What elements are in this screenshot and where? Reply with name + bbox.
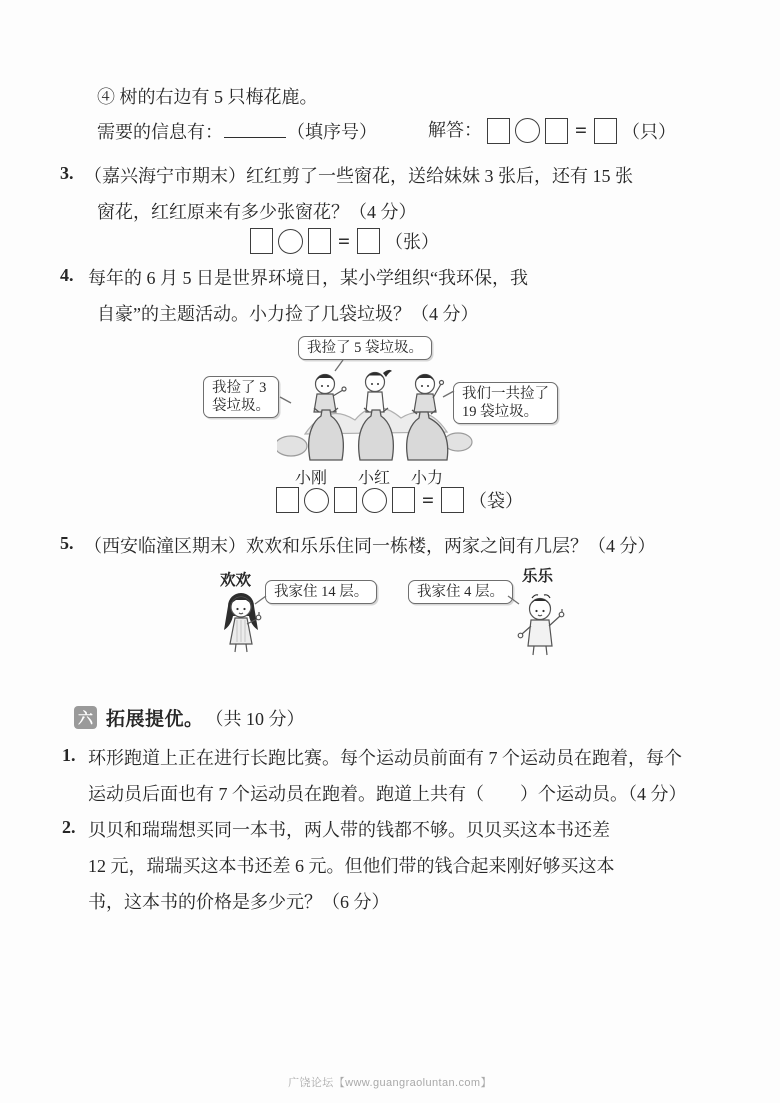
info-required-prefix: 需要的信息有： — [97, 122, 223, 142]
answer-equation-deer — [428, 117, 676, 144]
subquestion-4-line — [97, 84, 318, 111]
question-5-line1: （西安临潼区期末）欢欢和乐乐住同一栋楼，两家之间有几层？（4 分） — [84, 536, 656, 556]
kid-xiaogang — [314, 375, 346, 413]
section-6-score: （共 10 分） — [205, 708, 305, 729]
speech-bubble-xiaoli: 我们一共捡了 19 袋垃圾。 — [453, 382, 558, 424]
question-4-number: 4. — [60, 265, 74, 285]
info-required-line — [97, 119, 377, 146]
bubble-tail — [255, 594, 267, 606]
footer-watermark: 广饶论坛【www.guangraoluntan.com】 — [288, 1077, 492, 1089]
unit-label: （张） — [384, 232, 439, 252]
kids-with-bags-drawing — [277, 360, 473, 464]
fill-in-blank[interactable] — [224, 121, 286, 138]
speech-bubble-huanhuan: 我家住 14 层。 — [265, 580, 377, 604]
s6-question-2-line3: 书，这本书的价格是多少元？（6 分） — [88, 892, 390, 912]
kid-xiaohong — [366, 370, 393, 412]
kid-name-xiaoli: 小力 — [411, 470, 444, 487]
question-5-number: 5. — [60, 533, 74, 553]
s6-question-2-number: 2. — [62, 817, 76, 837]
answer-box[interactable] — [487, 118, 510, 144]
kids-illustration — [195, 336, 590, 486]
section-6-badge: 六 — [74, 706, 97, 729]
equals-sign: = — [338, 228, 350, 253]
operator-circle[interactable] — [304, 488, 329, 513]
bubble-tail — [280, 394, 292, 406]
s6-question-1-line1: 环形跑道上正在进行长跑比赛。每个运动员前面有 7 个运动员在跑着，每个 — [88, 748, 682, 768]
operator-circle[interactable] — [362, 488, 387, 513]
s6-question-2-line2: 12 元，瑞瑞买这本书还差 6 元。但他们带的钱合起来刚好够买这本 — [88, 856, 615, 876]
kid-name-xiaogang: 小刚 — [295, 470, 328, 487]
bubble-tail — [443, 388, 455, 400]
equals-sign: = — [575, 118, 587, 142]
subquestion-4-text: 树的右边有 5 只梅花鹿。 — [119, 87, 318, 107]
answer-box[interactable] — [392, 487, 415, 513]
s6-question-1-line2: 运动员后面也有 7 个运动员在跑着。跑道上共有（ ）个运动员。（4 分） — [88, 784, 687, 804]
question-4-line2: 自豪”的主题活动。小力捡了几袋垃圾？（4 分） — [97, 304, 479, 324]
answer-box[interactable] — [276, 487, 299, 513]
question-4-equation — [276, 487, 523, 513]
operator-circle[interactable] — [515, 118, 540, 143]
operator-circle[interactable] — [278, 229, 303, 254]
unit-label: （袋） — [468, 491, 523, 511]
bubble-tail — [333, 360, 345, 372]
question-3-equation — [250, 228, 439, 254]
speech-bubble-xiaohong: 我捡了 5 袋垃圾。 — [298, 336, 432, 360]
huanhuan-lele-illustration — [208, 562, 583, 674]
s6-question-1-number: 1. — [62, 745, 76, 765]
subquestion-4-marker: ④ — [97, 87, 115, 107]
answer-label: 解答： — [428, 120, 482, 140]
answer-box[interactable] — [594, 118, 617, 144]
info-required-suffix: （填序号） — [287, 122, 377, 142]
section-6-title: 拓展提优。 — [106, 709, 204, 730]
answer-box[interactable] — [441, 487, 464, 513]
answer-box[interactable] — [357, 228, 380, 254]
speech-bubble-xiaogang: 我捡了 3 袋垃圾。 — [203, 376, 279, 418]
answer-box[interactable] — [545, 118, 568, 144]
girl-name-label: 欢欢 — [220, 572, 252, 589]
equals-sign: = — [422, 487, 434, 512]
speech-bubble-lele: 我家住 4 层。 — [408, 580, 513, 604]
unit-label: （只） — [621, 121, 676, 142]
s6-question-2-line1: 贝贝和瑞瑞想买同一本书，两人带的钱都不够。贝贝买这本书还差 — [88, 820, 610, 840]
answer-box[interactable] — [250, 228, 273, 254]
trash-bags — [309, 408, 448, 460]
answer-box[interactable] — [308, 228, 331, 254]
kid-xiaoli — [414, 375, 444, 413]
bubble-tail — [508, 594, 520, 606]
question-3-line1: （嘉兴海宁市期末）红红剪了一些窗花，送给妹妹 3 张后，还有 15 张 — [84, 166, 633, 186]
boy-name-label: 乐乐 — [522, 568, 554, 585]
section-6-header — [74, 704, 305, 731]
kid-name-xiaohong: 小红 — [358, 470, 391, 487]
question-4-line1: 每年的 6 月 5 日是世界环境日，某小学组织“我环保，我 — [88, 268, 528, 288]
question-3-number: 3. — [60, 163, 74, 183]
answer-box[interactable] — [334, 487, 357, 513]
question-3-line2: 窗花，红红原来有多少张窗花？（4 分） — [97, 202, 417, 222]
